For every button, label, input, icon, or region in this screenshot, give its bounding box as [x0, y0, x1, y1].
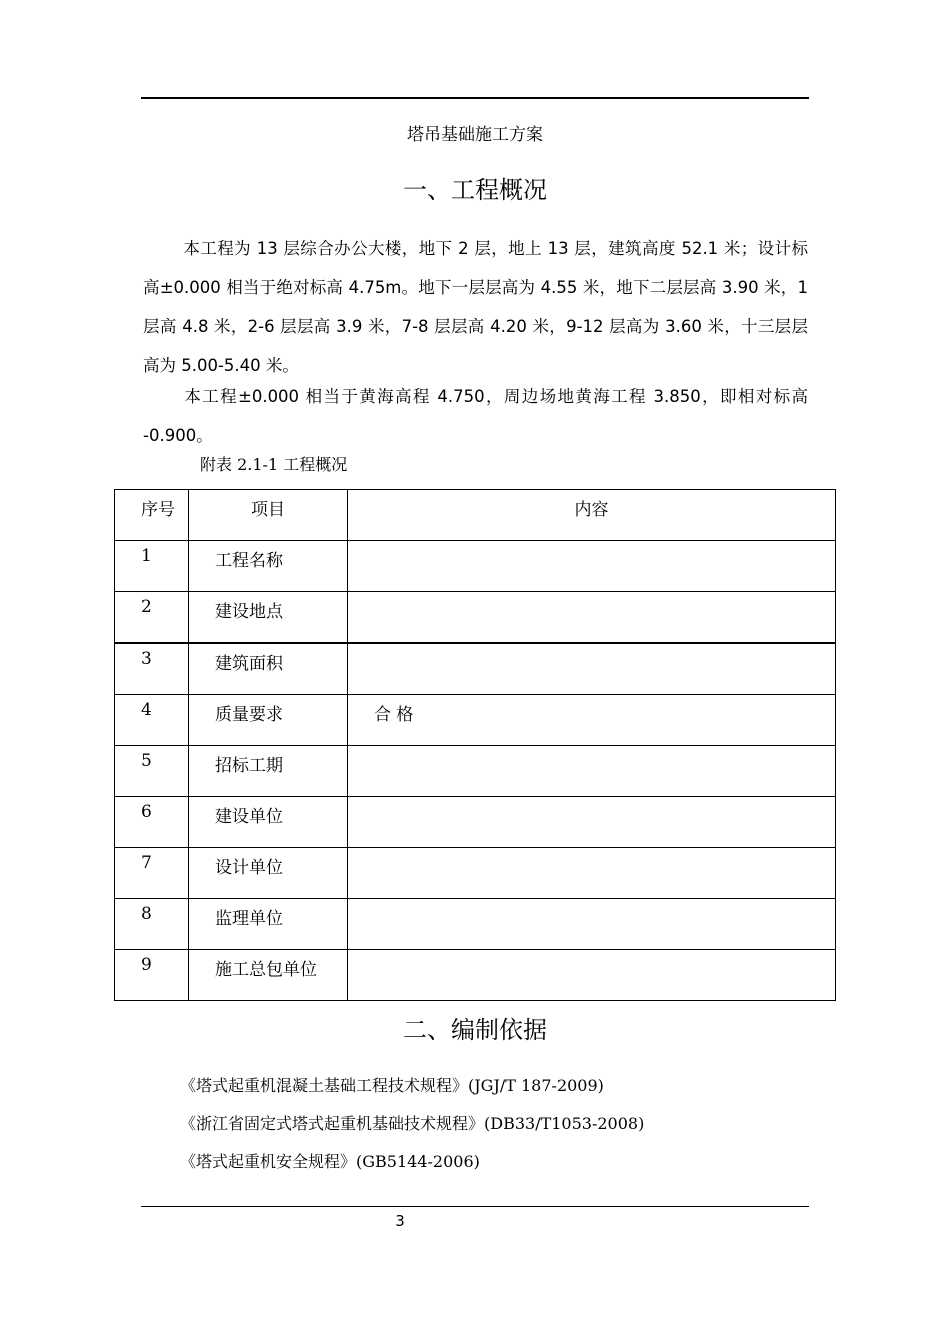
row-item-cell: [189, 643, 348, 695]
row-item-cell: [189, 899, 348, 950]
row-item: 监理单位: [215, 909, 283, 929]
row-item: 施工总包单位: [215, 960, 317, 980]
table-row: [115, 848, 836, 899]
row-no: 3: [141, 649, 152, 669]
overview-paragraph-2: [143, 377, 808, 455]
header-cell-no: [115, 490, 189, 541]
row-no: 8: [141, 904, 152, 924]
row-content-cell: [348, 643, 836, 695]
row-no-cell: [115, 797, 189, 848]
table-row: [115, 695, 836, 746]
row-content-cell: [348, 950, 836, 1001]
reference-item: 《浙江省固定式塔式起重机基础技术规程》(DB33/T1053-2008): [180, 1114, 645, 1133]
row-no: 4: [141, 700, 152, 720]
row-item-cell: [189, 592, 348, 644]
row-no: 5: [141, 751, 152, 771]
row-no-cell: [115, 950, 189, 1001]
header-content-text: 内容: [574, 500, 609, 520]
header-rule: [141, 97, 809, 99]
row-no-cell: [115, 848, 189, 899]
row-no-cell: [115, 592, 189, 644]
row-item: 招标工期: [215, 756, 283, 776]
row-content-cell: [348, 797, 836, 848]
row-no: 1: [141, 546, 152, 566]
row-item: 建设单位: [215, 807, 283, 827]
table-row: [115, 797, 836, 848]
row-content-cell: [348, 592, 836, 644]
table-row: [115, 541, 836, 592]
row-item-cell: [189, 848, 348, 899]
row-content-quality: 合 格: [374, 705, 414, 725]
row-item: 设计单位: [215, 858, 283, 878]
table-row: [115, 950, 836, 1001]
row-no-cell: [115, 695, 189, 746]
row-no-cell: [115, 746, 189, 797]
row-no: 9: [141, 955, 152, 975]
table-row: [115, 899, 836, 950]
table-header-row: [115, 490, 836, 541]
row-no: 2: [141, 597, 152, 617]
table-row: [115, 746, 836, 797]
row-item-cell: [189, 950, 348, 1001]
section-title-overview: 一、工程概况: [403, 176, 547, 204]
row-content-cell: [348, 899, 836, 950]
header-cell-item: [189, 490, 348, 541]
row-item-cell: [189, 541, 348, 592]
row-content-cell: [348, 746, 836, 797]
overview-paragraph-2-text: 本工程±0.000 相当于黄海高程 4.750，周边场地黄海工程 3.850，即相对标高 -0.900。: [143, 387, 808, 445]
table-row: [115, 643, 836, 695]
row-item-cell: [189, 746, 348, 797]
row-no-cell: [115, 899, 189, 950]
overview-paragraph-1: [143, 229, 808, 385]
header-no-text: 序号: [141, 500, 175, 520]
row-content-cell: [348, 695, 836, 746]
row-no: 7: [141, 853, 152, 873]
row-content-cell: [348, 541, 836, 592]
reference-item: 《塔式起重机混凝土基础工程技术规程》(JGJ/T 187-2009): [180, 1076, 604, 1095]
row-item: 建设地点: [215, 602, 283, 622]
header-item-text: 项目: [251, 500, 285, 520]
row-item: 质量要求: [215, 705, 283, 725]
table-row: [115, 592, 836, 644]
row-item: 工程名称: [215, 551, 283, 571]
row-item-cell: [189, 695, 348, 746]
row-item: 建筑面积: [215, 654, 283, 674]
page-number: 3: [395, 1212, 405, 1230]
section-title-basis: 二、编制依据: [403, 1016, 547, 1044]
document-header-title: 塔吊基础施工方案: [407, 125, 543, 145]
footer-rule: [141, 1206, 809, 1207]
row-no-cell: [115, 541, 189, 592]
row-no: 6: [141, 802, 152, 822]
row-content-cell: [348, 848, 836, 899]
row-no-cell: [115, 643, 189, 695]
row-item-cell: [189, 797, 348, 848]
header-cell-content: [348, 490, 836, 541]
project-overview-table: [114, 489, 836, 1001]
overview-paragraph-1-text: 本工程为 13 层综合办公大楼，地下 2 层，地上 13 层，建筑高度 52.1 米；设计标高±0.000 相当于绝对标高 4.75m。地下一层层高为 4.55 米，地下二层层高 3.90 米，1 层高 4.8 米，2-6 层层高 3.9 米，7-8 层层高 4.20 米，9-12 层高为 3.60 米，十三层层高为 5.00-5.40 米。: [143, 239, 808, 375]
reference-item: 《塔式起重机安全规程》(GB5144-2006): [180, 1152, 480, 1171]
table-caption: 附表 2.1-1 工程概况: [200, 455, 348, 474]
